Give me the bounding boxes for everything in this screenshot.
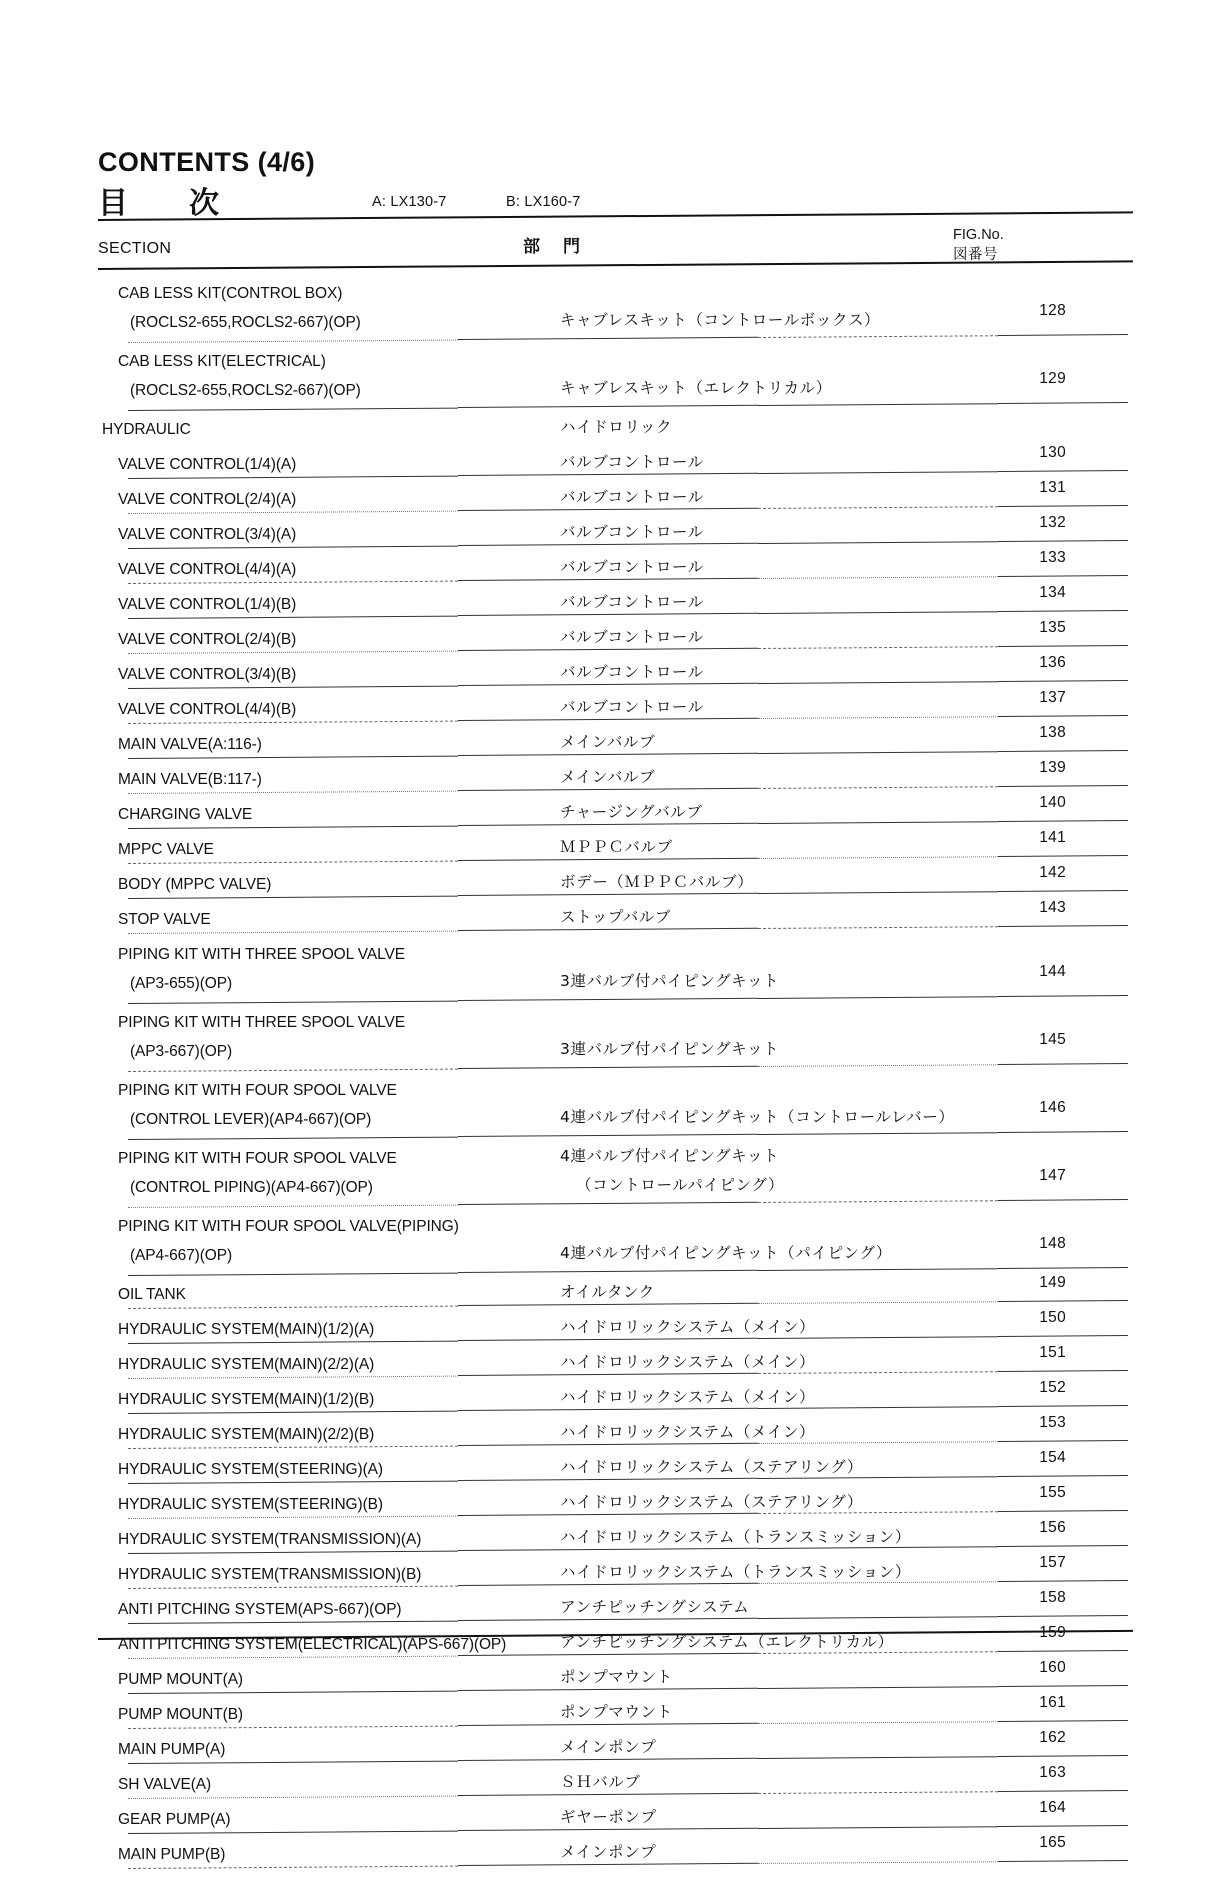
model-code-a: A: LX130-7 <box>372 194 447 211</box>
row-section-text: PIPING KIT WITH FOUR SPOOL VALVE(PIPING) <box>118 1218 459 1235</box>
row-section-text: (AP4-667)(OP) <box>130 1247 233 1264</box>
row-figure-number: 129 <box>1039 370 1066 387</box>
row-bumon-text: メインポンプ <box>560 1738 657 1756</box>
row-figure-number: 164 <box>1039 1799 1066 1816</box>
row-bumon-text: ハイドロリックシステム（メイン） <box>560 1388 816 1406</box>
row-figure-number: 141 <box>1039 829 1066 846</box>
row-section-text: VALVE CONTROL(4/4)(B) <box>118 701 297 718</box>
row-section-text: SH VALVE(A) <box>118 1776 212 1793</box>
row-bumon-text: ポンプマウント <box>560 1703 673 1721</box>
row-figure-number: 165 <box>1039 1834 1066 1851</box>
row-figure-number: 158 <box>1039 1589 1066 1606</box>
row-figure-number: 142 <box>1039 864 1066 881</box>
row-section-text: (AP3-667)(OP) <box>130 1043 233 1060</box>
column-header-figno <box>953 226 1004 265</box>
bumon-char-1: 部 <box>523 237 541 257</box>
row-figure-number: 145 <box>1039 1031 1066 1048</box>
row-bumon-text: チャージングバルブ <box>560 803 703 821</box>
row-bumon-text: 3連バルブ付パイピングキット <box>560 1040 780 1058</box>
row-section-text: CAB LESS KIT(CONTROL BOX) <box>118 285 343 302</box>
title-jp-char-2: 次 <box>189 186 220 222</box>
row-section-text: HYDRAULIC SYSTEM(MAIN)(2/2)(B) <box>118 1426 375 1443</box>
row-figure-number: 134 <box>1039 584 1066 601</box>
row-section-text: VALVE CONTROL(4/4)(A) <box>118 561 297 578</box>
row-figure-number: 130 <box>1039 444 1066 461</box>
row-section-text: (ROCLS2-655,ROCLS2-667)(OP) <box>130 382 361 399</box>
row-bumon-text: （コントロールパイピング） <box>576 1176 785 1194</box>
row-figure-number: 147 <box>1039 1167 1066 1184</box>
row-bumon-text: オイルタンク <box>560 1283 655 1301</box>
column-header-bumon <box>523 232 581 257</box>
column-header-figno-jp: 図番号 <box>953 246 998 263</box>
page-title: CONTENTS (4/6) <box>98 147 316 177</box>
row-section-text: HYDRAULIC SYSTEM(MAIN)(2/2)(A) <box>118 1356 375 1373</box>
row-bumon-text: 3連バルブ付パイピングキット <box>560 972 780 990</box>
row-section-text: MAIN PUMP(A) <box>118 1741 226 1758</box>
row-bumon-text: ポンプマウント <box>560 1668 673 1686</box>
column-header-figno-en: FIG.No. <box>953 227 1004 243</box>
row-section-text: (CONTROL PIPING)(AP4-667)(OP) <box>130 1179 373 1196</box>
row-figure-number: 159 <box>1039 1624 1066 1641</box>
row-section-text: BODY (MPPC VALVE) <box>118 876 272 893</box>
row-figure-number: 151 <box>1039 1344 1066 1361</box>
row-figure-number: 138 <box>1039 724 1066 741</box>
row-figure-number: 146 <box>1039 1099 1066 1116</box>
row-figure-number: 137 <box>1039 689 1066 706</box>
row-figure-number: 155 <box>1039 1484 1066 1501</box>
row-section-text: PIPING KIT WITH THREE SPOOL VALVE <box>118 946 405 963</box>
row-figure-number: 136 <box>1039 654 1066 671</box>
row-figure-number: 148 <box>1039 1235 1066 1252</box>
row-figure-number: 163 <box>1039 1764 1066 1781</box>
row-bumon-text: ボデー（ＭＰＰＣバルブ） <box>560 873 754 891</box>
row-bumon-text: 4連バルブ付パイピングキット（パイピング） <box>560 1244 892 1262</box>
row-bumon-text: キャブレスキット（エレクトリカル） <box>560 379 832 397</box>
row-figure-number: 160 <box>1039 1659 1066 1676</box>
row-section-text: STOP VALVE <box>118 911 211 928</box>
row-section-text: CAB LESS KIT(ELECTRICAL) <box>118 353 326 370</box>
row-bumon-text: メインバルブ <box>560 733 656 751</box>
row-section-text: MAIN VALVE(B:117-) <box>118 771 262 788</box>
row-section-text: PUMP MOUNT(A) <box>118 1671 243 1688</box>
row-bumon-text: ＳＨバルブ <box>560 1773 641 1791</box>
row-bumon-text: バルブコントロール <box>560 488 704 506</box>
row-section-text: ANTI PITCHING SYSTEM(ELECTRICAL)(APS-667)(OP) <box>118 1636 507 1653</box>
row-section-text: VALVE CONTROL(1/4)(A) <box>118 456 297 473</box>
row-figure-number: 156 <box>1039 1519 1066 1536</box>
row-bumon-text: バルブコントロール <box>560 628 704 646</box>
row-section-text: PUMP MOUNT(B) <box>118 1706 243 1723</box>
row-bumon-text: ハイドロリックシステム（メイン） <box>560 1318 816 1336</box>
row-bumon-text: ハイドロリックシステム（トランスミッション） <box>560 1528 911 1546</box>
row-figure-number: 161 <box>1039 1694 1066 1711</box>
row-bumon-text: ハイドロリック <box>560 418 673 436</box>
row-section-text: VALVE CONTROL(2/4)(A) <box>118 491 297 508</box>
row-figure-number: 150 <box>1039 1309 1066 1326</box>
row-section-text: HYDRAULIC SYSTEM(MAIN)(1/2)(A) <box>118 1321 375 1338</box>
row-bumon-text: バルブコントロール <box>560 663 704 681</box>
row-figure-number: 128 <box>1039 302 1066 319</box>
row-figure-number: 162 <box>1039 1729 1066 1746</box>
row-section-text: ANTI PITCHING SYSTEM(APS-667)(OP) <box>118 1601 402 1618</box>
row-section-text: HYDRAULIC SYSTEM(STEERING)(A) <box>118 1461 383 1478</box>
row-figure-number: 157 <box>1039 1554 1066 1571</box>
row-section-text: GEAR PUMP(A) <box>118 1811 231 1828</box>
row-bumon-text: バルブコントロール <box>560 558 704 576</box>
row-figure-number: 154 <box>1039 1449 1066 1466</box>
row-bumon-text: アンチピッチングシステム <box>560 1598 750 1616</box>
column-header-section: SECTION <box>98 240 172 257</box>
row-bumon-text: メインポンプ <box>560 1843 657 1861</box>
row-section-text: MPPC VALVE <box>118 841 214 858</box>
row-bumon-text: アンチピッチングシステム（エレクトリカル） <box>560 1633 894 1651</box>
row-figure-number: 139 <box>1039 759 1066 776</box>
row-section-text: HYDRAULIC <box>102 421 191 438</box>
row-bumon-text: ハイドロリックシステム（ステアリング） <box>560 1458 863 1476</box>
row-section-text: (ROCLS2-655,ROCLS2-667)(OP) <box>130 314 361 331</box>
row-bumon-text: ハイドロリックシステム（メイン） <box>560 1423 816 1441</box>
row-bumon-text: ハイドロリックシステム（ステアリング） <box>560 1493 863 1511</box>
row-section-text: VALVE CONTROL(3/4)(A) <box>118 526 297 543</box>
row-bumon-text: ギヤーポンプ <box>560 1808 657 1826</box>
row-section-text: VALVE CONTROL(1/4)(B) <box>118 596 297 613</box>
row-section-text: PIPING KIT WITH FOUR SPOOL VALVE <box>118 1082 397 1099</box>
row-figure-number: 135 <box>1039 619 1066 636</box>
row-figure-number: 140 <box>1039 794 1066 811</box>
title-jp-char-1: 目 <box>98 186 129 222</box>
row-figure-number: 152 <box>1039 1379 1066 1396</box>
row-section-text: OIL TANK <box>118 1286 186 1303</box>
row-section-text: HYDRAULIC SYSTEM(MAIN)(1/2)(B) <box>118 1391 375 1408</box>
page-title-japanese <box>98 178 220 222</box>
row-bumon-text: バルブコントロール <box>560 593 704 611</box>
row-section-text: MAIN PUMP(B) <box>118 1846 226 1863</box>
row-section-text: CHARGING VALVE <box>118 806 253 823</box>
row-section-text: HYDRAULIC SYSTEM(TRANSMISSION)(A) <box>118 1531 422 1548</box>
row-section-text: HYDRAULIC SYSTEM(TRANSMISSION)(B) <box>118 1566 422 1583</box>
row-section-text: VALVE CONTROL(3/4)(B) <box>118 666 297 683</box>
row-figure-number: 133 <box>1039 549 1066 566</box>
row-bumon-text: バルブコントロール <box>560 453 704 471</box>
table-row[interactable] <box>98 417 1133 446</box>
row-figure-number: 131 <box>1039 479 1066 496</box>
row-bumon-text: ＭＰＰＣバルブ <box>560 838 673 856</box>
row-bumon-text: キャブレスキット（コントロールボックス） <box>560 311 881 329</box>
row-bumon-text: ストップバルブ <box>560 908 671 926</box>
row-bumon-text: メインバルブ <box>560 768 656 786</box>
model-code-b: B: LX160-7 <box>506 194 581 211</box>
bumon-char-2: 門 <box>563 237 581 257</box>
row-section-text: PIPING KIT WITH THREE SPOOL VALVE <box>118 1014 405 1031</box>
row-bumon-text: ハイドロリックシステム（メイン） <box>560 1353 816 1371</box>
row-bumon-text: バルブコントロール <box>560 523 704 541</box>
row-figure-number: 143 <box>1039 899 1066 916</box>
row-figure-number: 149 <box>1039 1274 1066 1291</box>
row-figure-number: 144 <box>1039 963 1066 980</box>
row-section-text: MAIN VALVE(A:116-) <box>118 736 262 753</box>
row-section-text: HYDRAULIC SYSTEM(STEERING)(B) <box>118 1496 383 1513</box>
row-bumon-text: ハイドロリックシステム（トランスミッション） <box>560 1563 911 1581</box>
row-section-text: (CONTROL LEVER)(AP4-667)(OP) <box>130 1111 372 1128</box>
row-section-text: VALVE CONTROL(2/4)(B) <box>118 631 297 648</box>
row-figure-number: 153 <box>1039 1414 1066 1431</box>
row-bumon-text: 4連バルブ付パイピングキット（コントロールレバー） <box>560 1108 955 1126</box>
row-bumon-text: 4連バルブ付パイピングキット <box>560 1147 780 1165</box>
row-section-text: PIPING KIT WITH FOUR SPOOL VALVE <box>118 1150 397 1167</box>
row-section-text: (AP3-655)(OP) <box>130 975 233 992</box>
row-bumon-text: バルブコントロール <box>560 698 704 716</box>
row-figure-number: 132 <box>1039 514 1066 531</box>
